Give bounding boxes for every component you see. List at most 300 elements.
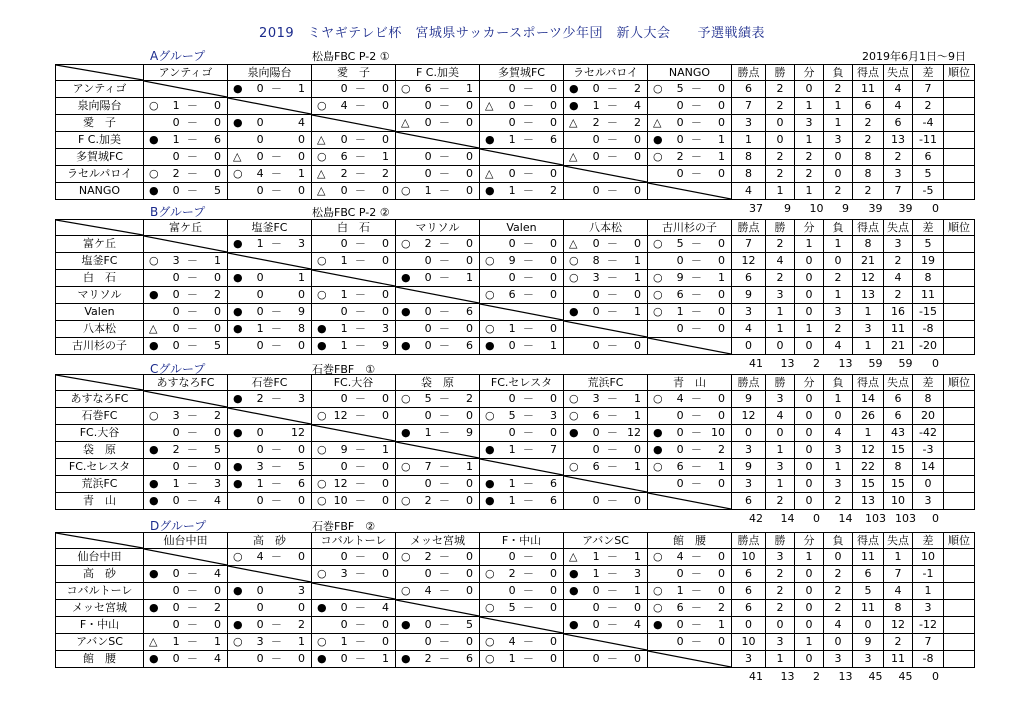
result-symbol: ● [401,339,411,352]
self-match-cell [480,617,564,634]
goals-for: 0 [256,116,264,129]
match-result [564,183,648,200]
match-result [312,493,396,510]
team-name: アンティゴ [56,81,144,98]
goals-for: 3 [172,409,180,422]
score-dash: － [354,550,366,563]
match-result [396,149,480,166]
result-symbol [569,133,583,147]
stat-value: 1 [795,132,824,149]
goals-for: 0 [172,567,180,580]
goals-against: 0 [549,116,557,129]
total-value: 0 [813,512,820,525]
result-symbol: ● [233,82,243,95]
goals-for: 6 [592,460,600,473]
goals-for: 2 [424,237,432,250]
team-name: F・中山 [56,617,144,634]
goals-against: 4 [633,618,641,631]
goals-against: 1 [633,392,641,405]
score-dash: － [354,133,366,146]
result-symbol: ● [485,339,495,352]
team-name: 富ケ丘 [56,236,144,253]
goals-against: 0 [465,550,473,563]
group-table [55,374,975,510]
stat-value: -42 [913,425,944,442]
group-label: Bグループ [150,205,206,219]
total-value: 59 [868,357,883,370]
stat-value [944,166,975,183]
stat-value [944,600,975,617]
stat-value: 2 [766,98,795,115]
goals-for: 0 [592,184,600,197]
goals-against: 1 [633,271,641,284]
goals-for: 0 [172,618,180,631]
stat-header: 負 [824,65,853,81]
match-result [144,459,228,476]
result-symbol [149,426,163,440]
goals-against: 0 [717,99,725,112]
goals-for: 0 [256,618,264,631]
match-result [480,183,564,200]
result-symbol: ● [317,339,327,352]
stat-value [944,253,975,270]
match-result [396,304,480,321]
goals-against: 2 [465,392,473,405]
self-match-cell [144,549,228,566]
match-result [312,81,396,98]
goals-for: 0 [340,82,348,95]
goals-against: 1 [381,443,389,456]
result-symbol [317,237,331,251]
stat-value: 7 [913,81,944,98]
self-match-cell [228,253,312,270]
column-header: 多賀城FC [480,65,564,81]
score-dash: － [522,392,534,405]
goals-against: 0 [213,460,221,473]
score-dash: － [690,567,702,580]
team-name: 石巻FC [56,408,144,425]
result-symbol: ● [233,618,243,631]
team-name: 荒浜FC [56,476,144,493]
stat-value: 0 [795,600,824,617]
result-symbol: ● [233,305,243,318]
goals-for: 0 [172,288,180,301]
match-result [480,321,564,338]
score-dash: － [438,550,450,563]
match-result [144,617,228,634]
result-symbol [401,99,415,113]
stat-value [944,634,975,651]
stat-value: 2 [853,132,884,149]
stat-value [944,338,975,355]
goals-against: 2 [717,443,725,456]
goals-for: 3 [256,460,264,473]
score-dash: － [438,184,450,197]
goals-for: 0 [424,618,432,631]
goals-for: 0 [676,443,684,456]
score-dash: － [690,443,702,456]
goals-against: 0 [717,305,725,318]
match-result [228,287,312,304]
goals-for: 12 [333,477,348,490]
match-result [564,583,648,600]
score-dash: － [354,237,366,250]
stat-value: 0 [824,408,853,425]
table-row [56,600,975,617]
stat-value: 1 [795,634,824,651]
result-symbol: ● [401,618,411,631]
score-dash: － [186,635,198,648]
result-symbol: ○ [653,82,663,95]
team-name: あすなろFC [56,391,144,408]
result-symbol: △ [149,635,158,648]
result-symbol: ● [569,584,579,597]
result-symbol: ○ [485,409,495,422]
stat-value: 13 [884,132,913,149]
stat-value: 15 [884,476,913,493]
score-dash: － [522,271,534,284]
result-symbol [149,460,163,474]
score-dash: － [606,339,618,352]
goals-for: 1 [508,443,516,456]
stat-value: 4 [766,253,795,270]
goals-against: 1 [633,550,641,563]
result-symbol: ● [149,133,159,146]
table-row [56,253,975,270]
goals-against: 0 [213,99,221,112]
match-result [648,270,732,287]
stat-value: 6 [853,98,884,115]
goals-against: 0 [297,443,305,456]
self-match-cell [648,493,732,510]
stat-value: 11 [884,651,913,668]
stat-value: 9 [853,634,884,651]
result-symbol: ○ [569,392,579,405]
goals-against: 1 [633,409,641,422]
self-match-cell [228,566,312,583]
score-dash: － [522,584,534,597]
match-result [648,98,732,115]
stat-value [944,304,975,321]
stat-value: 8 [884,459,913,476]
result-symbol: ○ [401,460,411,473]
score-dash: － [606,305,618,318]
score-dash: － [690,477,702,490]
table-row [56,270,975,287]
total-value: 9 [842,202,849,215]
column-header: 仙台中田 [144,533,228,549]
match-result [228,149,312,166]
goals-against: 0 [381,305,389,318]
self-match-cell [648,338,732,355]
stat-value: 3 [824,304,853,321]
team-name: マリソル [56,287,144,304]
goals-against: 0 [465,584,473,597]
score-dash: － [522,82,534,95]
result-symbol: ● [149,567,159,580]
match-result [228,583,312,600]
stat-value: 0 [732,338,766,355]
score-dash: － [186,426,198,439]
match-result [564,408,648,425]
total-value: 13 [780,670,795,683]
table-row [56,149,975,166]
stat-value: 2 [884,149,913,166]
goals-against: 1 [717,460,725,473]
table-row [56,617,975,634]
result-symbol: ● [569,305,579,318]
stat-value [944,321,975,338]
result-symbol: △ [149,322,158,335]
stat-value: 1 [824,287,853,304]
stat-value: 0 [795,408,824,425]
column-header: ラセルパロイ [564,65,648,81]
result-symbol: ● [569,618,579,631]
score-dash: － [186,443,198,456]
goals-against: 1 [381,150,389,163]
match-result [480,115,564,132]
score-dash: － [690,460,702,473]
goals-against: 3 [297,392,305,405]
score-dash: － [606,550,618,563]
goals-against: 0 [717,167,725,180]
score-dash: － [690,305,702,318]
stat-value: 0 [795,270,824,287]
stat-value: 0 [766,617,795,634]
score-dash: － [606,254,618,267]
group-label: Dグループ [150,519,207,533]
stat-value: 12 [853,270,884,287]
goals-for: 0 [256,305,264,318]
match-result [564,98,648,115]
column-header: コバルトーレ [312,533,396,549]
score-dash: － [270,460,282,473]
stat-header: 勝 [766,375,795,391]
score-dash [266,584,286,598]
result-symbol [485,426,499,440]
goals-against: 0 [297,652,305,665]
stat-header: 負 [824,220,853,236]
stat-value: 2 [824,566,853,583]
stat-value: 4 [766,408,795,425]
goals-for: 0 [172,150,180,163]
stat-value: 2 [884,287,913,304]
goals-against: 0 [213,271,221,284]
match-result [312,287,396,304]
goals-against: 1 [213,254,221,267]
goals-against: 2 [297,618,305,631]
result-symbol: ● [233,116,243,129]
goals-for: 2 [676,150,684,163]
result-symbol [233,288,247,302]
goals-against: 12 [290,426,305,439]
match-result [312,442,396,459]
goals-for: 2 [424,494,432,507]
match-result [564,338,648,355]
stat-value: 2 [824,81,853,98]
match-result [228,459,312,476]
goals-against: 0 [633,652,641,665]
goals-for: 1 [340,339,348,352]
match-result [396,166,480,183]
goals-against: 0 [717,288,725,301]
stat-value: 16 [884,304,913,321]
result-symbol: ○ [317,494,327,507]
total-value: 0 [932,512,939,525]
result-symbol [569,184,583,198]
stat-value: 4 [732,321,766,338]
goals-for: 1 [340,254,348,267]
goals-for: 0 [256,271,264,284]
goals-against: 0 [297,601,305,614]
stat-value: 4 [824,338,853,355]
match-result [396,617,480,634]
corner-cell [56,375,144,391]
goals-against: 0 [465,99,473,112]
stat-value: 2 [824,270,853,287]
goals-for: 5 [508,601,516,614]
result-symbol: ● [233,392,243,405]
goals-for: 0 [592,601,600,614]
score-dash: － [438,392,450,405]
table-row [56,338,975,355]
result-symbol [233,339,247,353]
match-result [648,81,732,98]
stat-value: 6 [732,583,766,600]
stat-value: 12 [853,442,884,459]
match-result [564,149,648,166]
column-header: 泉向陽台 [228,65,312,81]
result-symbol: ● [485,494,495,507]
table-row [56,183,975,200]
goals-against: 0 [465,477,473,490]
goals-for: 1 [172,635,180,648]
match-result [228,442,312,459]
goals-for: 0 [256,184,264,197]
match-result [396,321,480,338]
goals-against: 9 [297,305,305,318]
result-symbol: △ [569,116,578,129]
result-symbol: ● [485,133,495,146]
score-dash: － [438,635,450,648]
goals-for: 0 [592,237,600,250]
stat-value: 15 [884,442,913,459]
table-row [56,634,975,651]
match-result [564,442,648,459]
goals-against: 0 [213,426,221,439]
team-name: F C.加美 [56,132,144,149]
stat-value: 0 [795,304,824,321]
stat-value: 14 [853,391,884,408]
match-result [144,321,228,338]
result-symbol [401,322,415,336]
goals-for: 0 [508,116,516,129]
score-dash: － [354,567,366,580]
goals-for: 0 [676,167,684,180]
result-symbol: ○ [569,409,579,422]
score-dash: － [186,601,198,614]
stat-value: 12 [732,253,766,270]
goals-against: 0 [717,550,725,563]
stat-value: 4 [884,583,913,600]
result-symbol [149,618,163,632]
score-dash: － [522,550,534,563]
stat-value [944,476,975,493]
goals-for: 0 [676,477,684,490]
header-row [56,65,975,81]
goals-for: 0 [592,494,600,507]
goals-against: 0 [717,254,725,267]
stat-value: 0 [766,132,795,149]
match-result [228,115,312,132]
goals-against: 0 [297,150,305,163]
score-dash: － [270,150,282,163]
match-result [648,600,732,617]
goals-for: 1 [340,322,348,335]
stat-header: 負 [824,533,853,549]
stat-value: 2 [766,600,795,617]
goals-against: 8 [297,322,305,335]
table-row [56,459,975,476]
goals-against: 4 [213,567,221,580]
goals-against: 0 [297,494,305,507]
result-symbol [149,116,163,130]
result-symbol: △ [401,116,410,129]
result-symbol: ● [149,652,159,665]
column-header: FC.セレスタ [480,375,564,391]
score-dash: － [690,133,702,146]
goals-for: 0 [172,426,180,439]
score-dash: － [438,477,450,490]
result-symbol [317,305,331,319]
stat-value: 13 [853,287,884,304]
stat-value: 3 [766,549,795,566]
self-match-cell [312,270,396,287]
match-result [228,493,312,510]
goals-for: 0 [424,150,432,163]
result-symbol: ○ [401,494,411,507]
total-value: 41 [749,357,763,370]
result-symbol [653,167,667,181]
match-result [312,549,396,566]
score-dash: － [438,567,450,580]
stat-value: -4 [913,115,944,132]
score-dash: － [606,618,618,631]
score-dash: － [186,116,198,129]
stat-value: 0 [766,425,795,442]
goals-for: 6 [676,601,684,614]
score-dash: － [270,477,282,490]
goals-for: 0 [256,601,264,614]
goals-against: 0 [549,237,557,250]
result-symbol: ○ [653,550,663,563]
stat-header: 順位 [944,220,975,236]
stat-value: 1 [795,183,824,200]
match-result [228,425,312,442]
stat-value: 5 [853,583,884,600]
goals-for: 0 [256,288,264,301]
score-dash: － [354,392,366,405]
goals-for: 9 [340,443,348,456]
self-match-cell [564,476,648,493]
score-dash: － [690,82,702,95]
stat-value: 2 [766,236,795,253]
stat-value: 3 [853,321,884,338]
score-dash: － [606,584,618,597]
goals-against: 0 [633,288,641,301]
goals-for: 0 [340,184,348,197]
goals-against: 1 [465,271,473,284]
